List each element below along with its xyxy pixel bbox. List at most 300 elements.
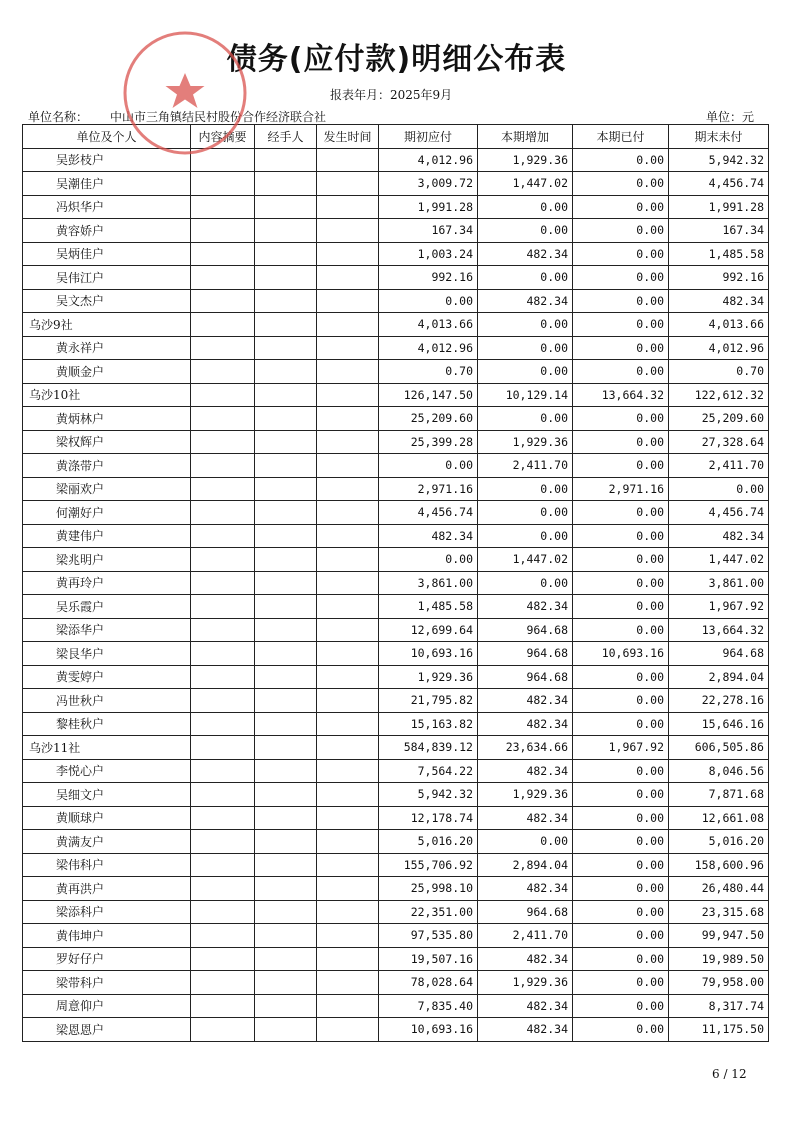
summary-cell: [191, 195, 255, 219]
summary-cell: [191, 172, 255, 196]
opening-payable-cell: 2,971.16: [379, 477, 478, 501]
table-body: [23, 148, 769, 1041]
period-paid-cell: 0.00: [573, 853, 669, 877]
period-paid-cell: 0.00: [573, 1018, 669, 1042]
opening-payable-cell: 97,535.80: [379, 924, 478, 948]
table-row: [23, 289, 769, 313]
summary-cell: [191, 689, 255, 713]
closing-unpaid-cell: 482.34: [669, 289, 769, 313]
date-cell: [317, 266, 379, 290]
period-increase-cell: 0.00: [478, 360, 573, 384]
date-cell: [317, 524, 379, 548]
closing-unpaid-cell: 4,456.74: [669, 501, 769, 525]
opening-payable-cell: 19,507.16: [379, 947, 478, 971]
table-row: [23, 689, 769, 713]
payee-name-cell: 黄永祥户: [23, 336, 191, 360]
table-row: [23, 900, 769, 924]
table-row: [23, 501, 769, 525]
handler-cell: [255, 853, 317, 877]
date-cell: [317, 501, 379, 525]
closing-unpaid-cell: 4,456.74: [669, 172, 769, 196]
date-cell: [317, 219, 379, 243]
opening-payable-cell: 1,991.28: [379, 195, 478, 219]
handler-cell: [255, 454, 317, 478]
payee-name-cell: 黄建伟户: [23, 524, 191, 548]
payee-name-cell: 李悦心户: [23, 759, 191, 783]
handler-cell: [255, 383, 317, 407]
closing-unpaid-cell: 2,894.04: [669, 665, 769, 689]
payee-name-cell: 黄伟坤户: [23, 924, 191, 948]
payee-name-cell: 黄再洪户: [23, 877, 191, 901]
date-cell: [317, 360, 379, 384]
payee-name-cell: 吴炳佳户: [23, 242, 191, 266]
period-paid-cell: 0.00: [573, 900, 669, 924]
handler-cell: [255, 477, 317, 501]
handler-cell: [255, 313, 317, 337]
payee-name-cell: 梁带科户: [23, 971, 191, 995]
handler-cell: [255, 900, 317, 924]
opening-payable-cell: 1,485.58: [379, 595, 478, 619]
date-cell: [317, 806, 379, 830]
opening-payable-cell: 4,013.66: [379, 313, 478, 337]
table-row: [23, 783, 769, 807]
period-paid-cell: 0.00: [573, 548, 669, 572]
opening-payable-cell: 3,861.00: [379, 571, 478, 595]
handler-cell: [255, 736, 317, 760]
table-row: [23, 360, 769, 384]
summary-cell: [191, 571, 255, 595]
opening-payable-cell: 25,998.10: [379, 877, 478, 901]
summary-cell: [191, 712, 255, 736]
opening-payable-cell: 21,795.82: [379, 689, 478, 713]
date-cell: [317, 383, 379, 407]
opening-payable-cell: 78,028.64: [379, 971, 478, 995]
closing-unpaid-cell: 99,947.50: [669, 924, 769, 948]
date-cell: [317, 148, 379, 172]
handler-cell: [255, 618, 317, 642]
period-paid-cell: 0.00: [573, 665, 669, 689]
summary-cell: [191, 853, 255, 877]
opening-payable-cell: 0.00: [379, 454, 478, 478]
closing-unpaid-cell: 1,967.92: [669, 595, 769, 619]
handler-cell: [255, 195, 317, 219]
handler-cell: [255, 971, 317, 995]
opening-payable-cell: 482.34: [379, 524, 478, 548]
payee-name-cell: 梁兆明户: [23, 548, 191, 572]
date-cell: [317, 853, 379, 877]
summary-cell: [191, 383, 255, 407]
closing-unpaid-cell: 606,505.86: [669, 736, 769, 760]
handler-cell: [255, 242, 317, 266]
payee-name-cell: 黄满友户: [23, 830, 191, 854]
period-paid-cell: 0.00: [573, 148, 669, 172]
date-cell: [317, 947, 379, 971]
summary-cell: [191, 947, 255, 971]
closing-unpaid-cell: 79,958.00: [669, 971, 769, 995]
payee-name-cell: 吴伟江户: [23, 266, 191, 290]
opening-payable-cell: 167.34: [379, 219, 478, 243]
period-increase-cell: 0.00: [478, 407, 573, 431]
summary-cell: [191, 830, 255, 854]
closing-unpaid-cell: 0.00: [669, 477, 769, 501]
date-cell: [317, 689, 379, 713]
handler-cell: [255, 1018, 317, 1042]
closing-unpaid-cell: 3,861.00: [669, 571, 769, 595]
opening-payable-cell: 0.00: [379, 289, 478, 313]
payee-name-cell: 梁艮华户: [23, 642, 191, 666]
period-increase-cell: 482.34: [478, 994, 573, 1018]
opening-payable-cell: 5,016.20: [379, 830, 478, 854]
date-cell: [317, 407, 379, 431]
date-cell: [317, 430, 379, 454]
table-row: [23, 242, 769, 266]
period-paid-cell: 0.00: [573, 407, 669, 431]
table-row: [23, 407, 769, 431]
payee-name-cell: 黄再玲户: [23, 571, 191, 595]
payee-name-cell: 乌沙9社: [23, 313, 191, 337]
period-paid-cell: 13,664.32: [573, 383, 669, 407]
table-row: [23, 219, 769, 243]
table-row: [23, 665, 769, 689]
date-cell: [317, 712, 379, 736]
table-row: [23, 172, 769, 196]
summary-cell: [191, 524, 255, 548]
summary-cell: [191, 971, 255, 995]
period-paid-cell: 10,693.16: [573, 642, 669, 666]
closing-unpaid-cell: 167.34: [669, 219, 769, 243]
period-paid-cell: 0.00: [573, 172, 669, 196]
table-row: [23, 266, 769, 290]
date-cell: [317, 783, 379, 807]
period-increase-cell: 2,411.70: [478, 454, 573, 478]
summary-cell: [191, 313, 255, 337]
handler-cell: [255, 289, 317, 313]
period-paid-cell: 0.00: [573, 830, 669, 854]
period-increase-cell: 482.34: [478, 712, 573, 736]
handler-cell: [255, 172, 317, 196]
period-paid-cell: 0.00: [573, 501, 669, 525]
period-increase-cell: 10,129.14: [478, 383, 573, 407]
period-increase-cell: 0.00: [478, 313, 573, 337]
date-cell: [317, 900, 379, 924]
column-header: 经手人: [255, 125, 317, 149]
payee-name-cell: 周意仰户: [23, 994, 191, 1018]
date-cell: [317, 830, 379, 854]
period-paid-cell: 0.00: [573, 195, 669, 219]
summary-cell: [191, 454, 255, 478]
period-paid-cell: 0.00: [573, 877, 669, 901]
date-cell: [317, 971, 379, 995]
handler-cell: [255, 571, 317, 595]
payee-name-cell: 黄炳林户: [23, 407, 191, 431]
column-header: 期初应付: [379, 125, 478, 149]
unit-name-label: 单位名称：: [28, 110, 89, 124]
handler-cell: [255, 595, 317, 619]
opening-payable-cell: 1,003.24: [379, 242, 478, 266]
opening-payable-cell: 7,835.40: [379, 994, 478, 1018]
handler-cell: [255, 219, 317, 243]
period-paid-cell: 0.00: [573, 689, 669, 713]
table-row: [23, 195, 769, 219]
table-row: [23, 595, 769, 619]
summary-cell: [191, 219, 255, 243]
date-cell: [317, 477, 379, 501]
period-increase-cell: 482.34: [478, 289, 573, 313]
summary-cell: [191, 360, 255, 384]
handler-cell: [255, 266, 317, 290]
period-increase-cell: 964.68: [478, 642, 573, 666]
handler-cell: [255, 924, 317, 948]
opening-payable-cell: 10,693.16: [379, 642, 478, 666]
opening-payable-cell: 5,942.32: [379, 783, 478, 807]
date-cell: [317, 665, 379, 689]
unit-name-value: 中山市三角镇结民村股份合作经济联合社: [110, 110, 327, 124]
opening-payable-cell: 992.16: [379, 266, 478, 290]
opening-payable-cell: 155,706.92: [379, 853, 478, 877]
closing-unpaid-cell: 2,411.70: [669, 454, 769, 478]
payee-name-cell: 冯炽华户: [23, 195, 191, 219]
table-row: [23, 454, 769, 478]
period-paid-cell: 0.00: [573, 454, 669, 478]
table-row: [23, 383, 769, 407]
payables-table: [22, 124, 769, 1042]
closing-unpaid-cell: 7,871.68: [669, 783, 769, 807]
period-paid-cell: 0.00: [573, 994, 669, 1018]
period-increase-cell: 0.00: [478, 336, 573, 360]
column-header: 内容摘要: [191, 125, 255, 149]
payee-name-cell: 吴潮佳户: [23, 172, 191, 196]
summary-cell: [191, 618, 255, 642]
handler-cell: [255, 430, 317, 454]
table-row: [23, 806, 769, 830]
summary-cell: [191, 924, 255, 948]
period-increase-cell: 964.68: [478, 900, 573, 924]
closing-unpaid-cell: 992.16: [669, 266, 769, 290]
closing-unpaid-cell: 1,447.02: [669, 548, 769, 572]
column-header: 发生时间: [317, 125, 379, 149]
summary-cell: [191, 548, 255, 572]
closing-unpaid-cell: 158,600.96: [669, 853, 769, 877]
period-paid-cell: 0.00: [573, 313, 669, 337]
period-paid-cell: 0.00: [573, 266, 669, 290]
period-increase-cell: 0.00: [478, 571, 573, 595]
table-row: [23, 830, 769, 854]
period-paid-cell: 0.00: [573, 759, 669, 783]
handler-cell: [255, 642, 317, 666]
table-row: [23, 524, 769, 548]
table-row: [23, 853, 769, 877]
period-increase-cell: 482.34: [478, 595, 573, 619]
opening-payable-cell: 12,699.64: [379, 618, 478, 642]
closing-unpaid-cell: 27,328.64: [669, 430, 769, 454]
closing-unpaid-cell: 19,989.50: [669, 947, 769, 971]
table-row: [23, 548, 769, 572]
date-cell: [317, 242, 379, 266]
period-paid-cell: 0.00: [573, 595, 669, 619]
table-row: [23, 924, 769, 948]
opening-payable-cell: 10,693.16: [379, 1018, 478, 1042]
opening-payable-cell: 0.00: [379, 548, 478, 572]
table-row: [23, 971, 769, 995]
table-row: [23, 313, 769, 337]
period-increase-cell: 482.34: [478, 759, 573, 783]
period-paid-cell: 0.00: [573, 924, 669, 948]
table-row: [23, 618, 769, 642]
table-row: [23, 148, 769, 172]
opening-payable-cell: 4,012.96: [379, 148, 478, 172]
date-cell: [317, 595, 379, 619]
seal-star-icon: [166, 73, 205, 108]
period-paid-cell: 0.00: [573, 971, 669, 995]
summary-cell: [191, 783, 255, 807]
table-row: [23, 642, 769, 666]
payee-name-cell: 黄顺球户: [23, 806, 191, 830]
period-increase-cell: 1,929.36: [478, 148, 573, 172]
date-cell: [317, 618, 379, 642]
column-header: 本期增加: [478, 125, 573, 149]
closing-unpaid-cell: 964.68: [669, 642, 769, 666]
summary-cell: [191, 900, 255, 924]
date-cell: [317, 571, 379, 595]
summary-cell: [191, 759, 255, 783]
period-paid-cell: 0.00: [573, 783, 669, 807]
period-increase-cell: 1,447.02: [478, 172, 573, 196]
date-cell: [317, 454, 379, 478]
period-increase-cell: 0.00: [478, 524, 573, 548]
closing-unpaid-cell: 25,209.60: [669, 407, 769, 431]
period-paid-cell: 0.00: [573, 947, 669, 971]
opening-payable-cell: 1,929.36: [379, 665, 478, 689]
payee-name-cell: 梁丽欢户: [23, 477, 191, 501]
opening-payable-cell: 0.70: [379, 360, 478, 384]
handler-cell: [255, 524, 317, 548]
period-increase-cell: 0.00: [478, 219, 573, 243]
period-increase-cell: 2,411.70: [478, 924, 573, 948]
handler-cell: [255, 148, 317, 172]
summary-cell: [191, 1018, 255, 1042]
date-cell: [317, 1018, 379, 1042]
period-paid-cell: 1,967.92: [573, 736, 669, 760]
table-row: [23, 736, 769, 760]
closing-unpaid-cell: 5,016.20: [669, 830, 769, 854]
period-increase-cell: 482.34: [478, 877, 573, 901]
payee-name-cell: 黎桂秋户: [23, 712, 191, 736]
handler-cell: [255, 360, 317, 384]
table-row: [23, 1018, 769, 1042]
period-increase-cell: 482.34: [478, 806, 573, 830]
period-increase-cell: 1,929.36: [478, 430, 573, 454]
summary-cell: [191, 642, 255, 666]
period-increase-cell: 1,929.36: [478, 971, 573, 995]
opening-payable-cell: 3,009.72: [379, 172, 478, 196]
payee-name-cell: 吴文杰户: [23, 289, 191, 313]
table-row: [23, 571, 769, 595]
payee-name-cell: 梁添科户: [23, 900, 191, 924]
closing-unpaid-cell: 0.70: [669, 360, 769, 384]
period-paid-cell: 0.00: [573, 430, 669, 454]
period-increase-cell: 0.00: [478, 501, 573, 525]
table-row: [23, 712, 769, 736]
summary-cell: [191, 806, 255, 830]
closing-unpaid-cell: 22,278.16: [669, 689, 769, 713]
period-paid-cell: 0.00: [573, 219, 669, 243]
opening-payable-cell: 25,399.28: [379, 430, 478, 454]
period-increase-cell: 482.34: [478, 1018, 573, 1042]
table-row: [23, 994, 769, 1018]
payee-name-cell: 何潮好户: [23, 501, 191, 525]
handler-cell: [255, 994, 317, 1018]
summary-cell: [191, 501, 255, 525]
opening-payable-cell: 25,209.60: [379, 407, 478, 431]
opening-payable-cell: 126,147.50: [379, 383, 478, 407]
handler-cell: [255, 830, 317, 854]
period-increase-cell: 23,634.66: [478, 736, 573, 760]
summary-cell: [191, 407, 255, 431]
table-row: [23, 877, 769, 901]
period-increase-cell: 0.00: [478, 477, 573, 501]
payee-name-cell: 乌沙11社: [23, 736, 191, 760]
date-cell: [317, 994, 379, 1018]
handler-cell: [255, 548, 317, 572]
period-paid-cell: 0.00: [573, 336, 669, 360]
payee-name-cell: 吴乐霞户: [23, 595, 191, 619]
period-paid-cell: 0.00: [573, 712, 669, 736]
closing-unpaid-cell: 5,942.32: [669, 148, 769, 172]
table-row: [23, 430, 769, 454]
date-cell: [317, 759, 379, 783]
opening-payable-cell: 584,839.12: [379, 736, 478, 760]
payee-name-cell: 冯世秋户: [23, 689, 191, 713]
currency-unit: 单位：元: [706, 110, 755, 124]
closing-unpaid-cell: 482.34: [669, 524, 769, 548]
period-paid-cell: 0.00: [573, 618, 669, 642]
date-cell: [317, 195, 379, 219]
date-cell: [317, 877, 379, 901]
date-cell: [317, 313, 379, 337]
date-cell: [317, 289, 379, 313]
period-increase-cell: 2,894.04: [478, 853, 573, 877]
period-paid-cell: 0.00: [573, 806, 669, 830]
table-row: [23, 759, 769, 783]
handler-cell: [255, 336, 317, 360]
payee-name-cell: 黄顺金户: [23, 360, 191, 384]
period-increase-cell: 482.34: [478, 242, 573, 266]
period-paid-cell: 0.00: [573, 571, 669, 595]
summary-cell: [191, 148, 255, 172]
summary-cell: [191, 430, 255, 454]
summary-cell: [191, 994, 255, 1018]
summary-cell: [191, 242, 255, 266]
closing-unpaid-cell: 13,664.32: [669, 618, 769, 642]
opening-payable-cell: 22,351.00: [379, 900, 478, 924]
summary-cell: [191, 477, 255, 501]
summary-cell: [191, 336, 255, 360]
payee-name-cell: 梁恩恩户: [23, 1018, 191, 1042]
unit-name-line: [28, 108, 326, 125]
handler-cell: [255, 689, 317, 713]
handler-cell: [255, 806, 317, 830]
closing-unpaid-cell: 1,991.28: [669, 195, 769, 219]
closing-unpaid-cell: 1,485.58: [669, 242, 769, 266]
report-period: 报表年月：2025年9月: [330, 88, 453, 102]
closing-unpaid-cell: 8,317.74: [669, 994, 769, 1018]
date-cell: [317, 172, 379, 196]
period-increase-cell: 0.00: [478, 266, 573, 290]
column-header: 单位及个人: [23, 125, 191, 149]
date-cell: [317, 642, 379, 666]
period-increase-cell: 0.00: [478, 830, 573, 854]
payee-name-cell: 乌沙10社: [23, 383, 191, 407]
